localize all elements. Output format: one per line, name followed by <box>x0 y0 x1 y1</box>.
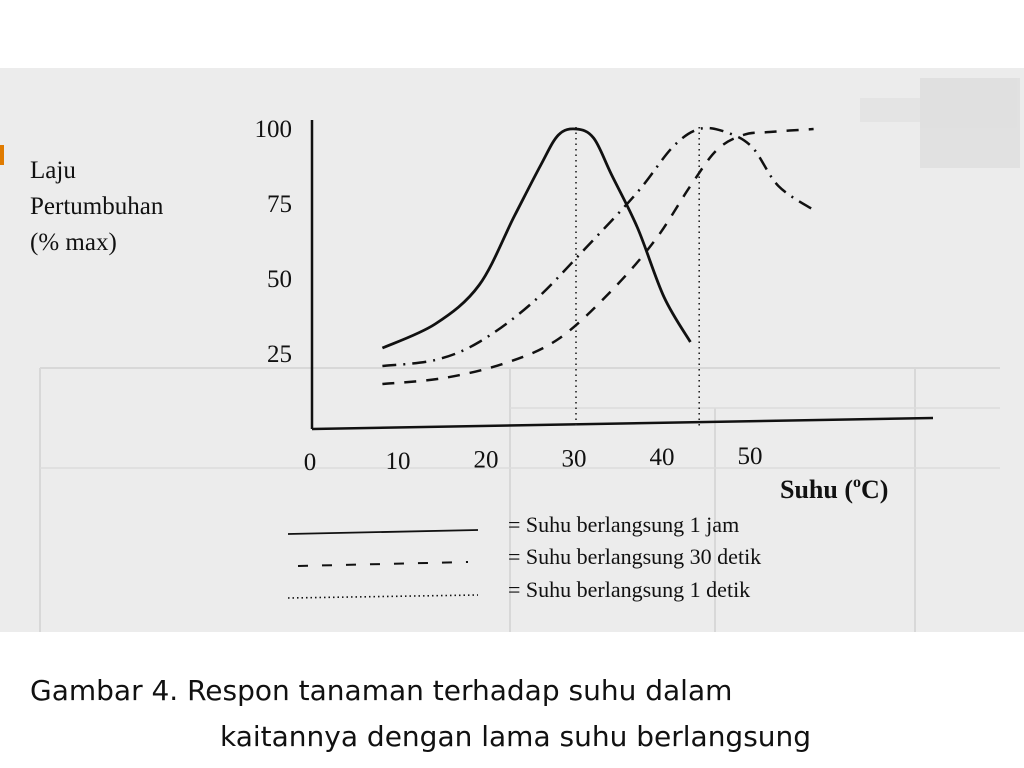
figure-caption-line-1: Gambar 4. Respon tanaman terhadap suhu dalam <box>30 674 733 707</box>
x-axis-title-sup: o <box>853 474 861 491</box>
legend-swatch-dashed <box>298 562 468 566</box>
reference-lines <box>576 127 699 427</box>
series-line-dashdot <box>382 128 813 366</box>
x-tick-labels <box>304 443 763 476</box>
x-axis-title <box>780 474 888 504</box>
x-axis-title-tail: C) <box>861 475 889 504</box>
temperature-response-chart <box>0 68 1024 632</box>
x-tick-label-0: 0 <box>303 449 317 476</box>
series-line-solid <box>382 129 690 348</box>
legend-label-1-jam: = Suhu berlangsung 1 jam <box>508 512 740 537</box>
y-tick-label-50: 50 <box>267 266 292 293</box>
legend-label-30-detik: = Suhu berlangsung 30 detik <box>508 544 762 569</box>
y-tick-label-100: 100 <box>254 116 292 143</box>
x-axis-title-main: Suhu ( <box>780 475 853 504</box>
y-tick-label-25: 25 <box>267 341 292 368</box>
x-axis-line <box>312 418 933 429</box>
x-tick-label-30: 30 <box>561 445 587 473</box>
y-axis-title-line-3: (% max) <box>30 229 117 256</box>
y-tick-label-75: 75 <box>267 191 292 218</box>
series-layer <box>382 128 813 384</box>
y-axis-title-line-1: Laju <box>30 157 76 184</box>
x-tick-label-40: 40 <box>649 444 675 472</box>
x-tick-label-10: 10 <box>385 447 411 475</box>
x-tick-label-50: 50 <box>737 443 763 470</box>
series-line-dashed <box>382 129 813 384</box>
legend-swatch-solid <box>288 530 478 534</box>
figure-caption <box>30 668 1010 760</box>
y-axis-title-line-2: Pertumbuhan <box>30 193 164 220</box>
y-tick-labels <box>255 116 293 368</box>
legend-label-1-detik: = Suhu berlangsung 1 detik <box>508 577 751 602</box>
figure-caption-line-2: kaitannya dengan lama suhu berlangsung <box>220 720 812 753</box>
y-axis-title <box>30 157 164 256</box>
x-tick-label-20: 20 <box>473 446 499 474</box>
legend-swatch-dotted <box>288 595 478 598</box>
chart-legend <box>288 512 761 602</box>
